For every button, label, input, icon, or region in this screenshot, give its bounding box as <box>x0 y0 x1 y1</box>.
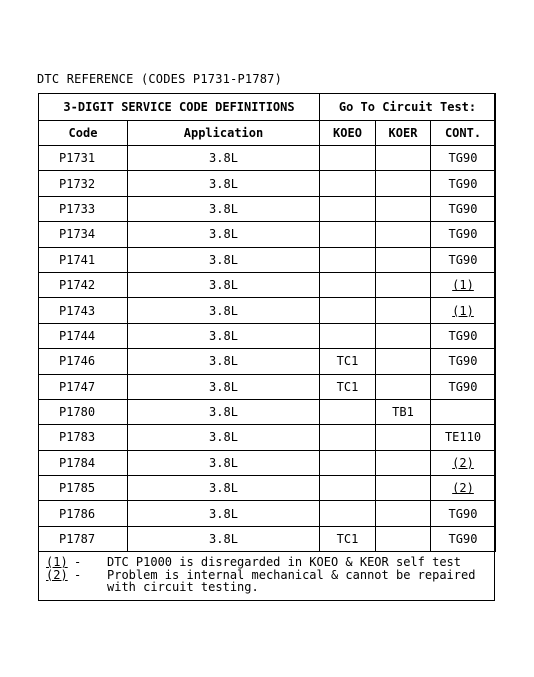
cell-cont: (1) <box>431 272 496 297</box>
cell-app: 3.8L <box>128 399 320 424</box>
cell-koeo <box>320 196 376 221</box>
cell-koeo <box>320 501 376 526</box>
cell-koer <box>376 272 431 297</box>
cell-app: 3.8L <box>128 476 320 501</box>
cell-app: 3.8L <box>128 501 320 526</box>
cell-code: P1742 <box>39 272 128 297</box>
cell-app: 3.8L <box>128 272 320 297</box>
cell-koeo: TC1 <box>320 374 376 399</box>
cell-code: P1785 <box>39 476 128 501</box>
cell-koer <box>376 247 431 272</box>
cell-app: 3.8L <box>128 450 320 475</box>
table-row <box>39 526 496 551</box>
cell-code: P1741 <box>39 247 128 272</box>
header-row-top <box>39 94 496 121</box>
header-row-columns <box>39 121 496 146</box>
cell-code: P1783 <box>39 425 128 450</box>
table-row <box>39 272 496 297</box>
footnote-1-dash: - <box>74 555 82 569</box>
cell-koeo <box>320 146 376 171</box>
table-row <box>39 450 496 475</box>
cell-koeo: TC1 <box>320 349 376 374</box>
cell-app: 3.8L <box>128 323 320 348</box>
cell-koeo <box>320 272 376 297</box>
cell-app: 3.8L <box>128 247 320 272</box>
table-row <box>39 323 496 348</box>
footnote-1 <box>46 556 507 569</box>
table-row <box>39 425 496 450</box>
cell-app: 3.8L <box>128 222 320 247</box>
cell-koer <box>376 501 431 526</box>
cell-app: 3.8L <box>128 146 320 171</box>
cell-app: 3.8L <box>128 349 320 374</box>
cell-koer: TB1 <box>376 399 431 424</box>
cell-code: P1780 <box>39 399 128 424</box>
header-cont: CONT. <box>431 121 496 146</box>
cell-cont: TG90 <box>431 349 496 374</box>
cell-code: P1786 <box>39 501 128 526</box>
cell-koeo <box>320 399 376 424</box>
footnote-2-text: Problem is internal mechanical & cannot be repaired with circuit testing. <box>107 567 476 594</box>
cell-cont: TG90 <box>431 526 496 551</box>
cell-code: P1747 <box>39 374 128 399</box>
cell-cont: TG90 <box>431 196 496 221</box>
header-definitions: 3-DIGIT SERVICE CODE DEFINITIONS <box>39 94 320 121</box>
footnote-2-dash: - <box>74 567 82 582</box>
cell-koeo <box>320 450 376 475</box>
dtc-table <box>38 93 496 552</box>
cell-koer <box>376 323 431 348</box>
cell-cont: TG90 <box>431 501 496 526</box>
footnote-1-text: DTC P1000 is disregarded in KOEO & KEOR self test <box>107 555 462 569</box>
cell-koeo <box>320 476 376 501</box>
cell-cont: (2) <box>431 450 496 475</box>
cell-code: P1733 <box>39 196 128 221</box>
cell-app: 3.8L <box>128 425 320 450</box>
cell-cont: TG90 <box>431 222 496 247</box>
cell-koer <box>376 222 431 247</box>
table-row <box>39 247 496 272</box>
footnotes <box>46 556 507 594</box>
cell-koer <box>376 196 431 221</box>
table-row <box>39 501 496 526</box>
cell-code: P1784 <box>39 450 128 475</box>
cell-app: 3.8L <box>128 196 320 221</box>
footnote-2-mark: (2) <box>46 567 68 582</box>
table-row <box>39 374 496 399</box>
table-row <box>39 399 496 424</box>
cell-cont: TG90 <box>431 146 496 171</box>
cell-koer <box>376 374 431 399</box>
cell-code: P1731 <box>39 146 128 171</box>
cell-koer <box>376 526 431 551</box>
cell-koeo <box>320 298 376 323</box>
cell-cont: TE110 <box>431 425 496 450</box>
cell-code: P1744 <box>39 323 128 348</box>
header-goto-circuit-test: Go To Circuit Test: <box>320 94 496 121</box>
table-row <box>39 196 496 221</box>
header-application: Application <box>128 121 320 146</box>
cell-code: P1732 <box>39 171 128 196</box>
cell-code: P1746 <box>39 349 128 374</box>
cell-cont: TG90 <box>431 323 496 348</box>
cell-app: 3.8L <box>128 526 320 551</box>
cell-app: 3.8L <box>128 171 320 196</box>
cell-code: P1734 <box>39 222 128 247</box>
table-row <box>39 171 496 196</box>
cell-koeo <box>320 171 376 196</box>
cell-koer <box>376 476 431 501</box>
cell-koeo <box>320 425 376 450</box>
cell-koeo: TC1 <box>320 526 376 551</box>
footnote-1-mark: (1) <box>46 555 68 569</box>
cell-koeo <box>320 222 376 247</box>
cell-koeo <box>320 323 376 348</box>
cell-cont: TG90 <box>431 374 496 399</box>
cell-koer <box>376 171 431 196</box>
cell-cont: (2) <box>431 476 496 501</box>
cell-koeo <box>320 247 376 272</box>
table-row <box>39 298 496 323</box>
cell-cont: (1) <box>431 298 496 323</box>
table-row <box>39 222 496 247</box>
footnote-2 <box>46 569 507 594</box>
cell-app: 3.8L <box>128 374 320 399</box>
cell-code: P1787 <box>39 526 128 551</box>
cell-koer <box>376 349 431 374</box>
cell-koer <box>376 450 431 475</box>
table-caption: DTC REFERENCE (CODES P1731-P1787) <box>37 72 283 86</box>
table-row <box>39 349 496 374</box>
cell-cont: TG90 <box>431 171 496 196</box>
header-koer: KOER <box>376 121 431 146</box>
cell-code: P1743 <box>39 298 128 323</box>
cell-koer <box>376 298 431 323</box>
table-row <box>39 146 496 171</box>
header-code: Code <box>39 121 128 146</box>
cell-cont: TG90 <box>431 247 496 272</box>
cell-koer <box>376 146 431 171</box>
table-row <box>39 476 496 501</box>
cell-koer <box>376 425 431 450</box>
cell-cont <box>431 399 496 424</box>
cell-app: 3.8L <box>128 298 320 323</box>
header-koeo: KOEO <box>320 121 376 146</box>
